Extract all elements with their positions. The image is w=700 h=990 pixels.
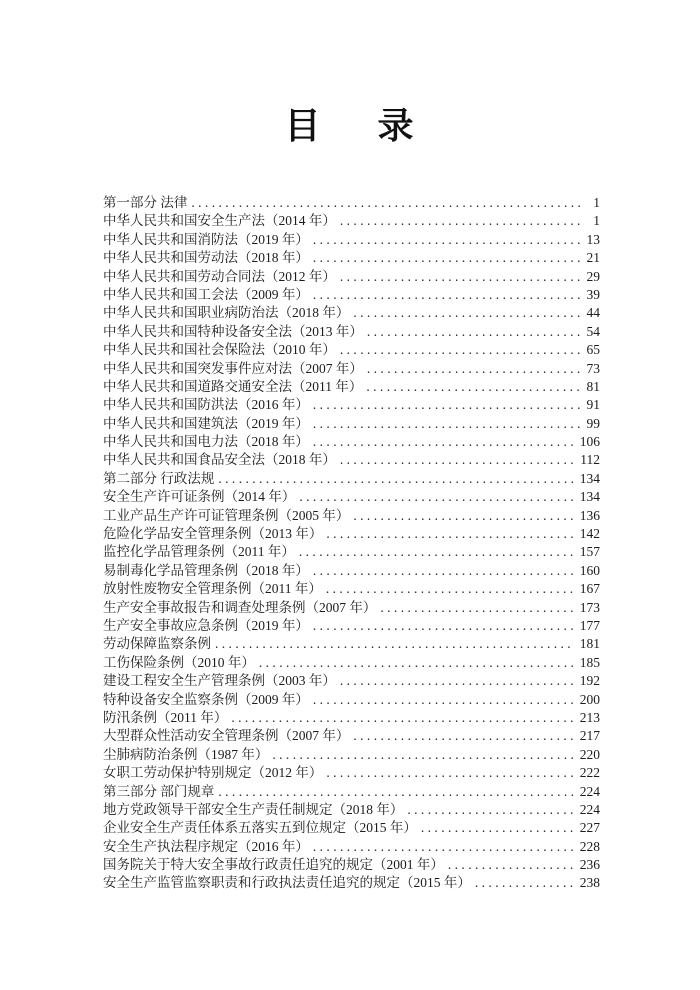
dot-leader [353,304,580,322]
toc-entry [103,304,600,322]
toc-entry-label: 劳动保障监察条例 [103,636,211,652]
toc-entry-page: 185 [579,654,600,670]
toc-entry-label: 安全生产执法程序规定（2016 年） [103,838,309,854]
toc-entry-page: 112 [580,452,600,468]
toc-entry [103,838,600,856]
toc-entry-page: 192 [579,673,600,689]
toc-entry [103,727,600,745]
toc-entry [103,451,600,469]
toc-entry [103,709,600,727]
dot-leader [475,874,574,892]
toc-entry-page: 134 [579,470,600,486]
toc-entry-page: 238 [579,875,600,891]
dot-leader [421,819,574,837]
toc-entry [103,323,600,341]
toc-entry-label: 大型群众性活动安全管理条例（2007 年） [103,728,350,744]
toc-entry [103,691,600,709]
toc-entry-page: 222 [579,765,600,781]
toc-entry [103,249,600,267]
toc-entry-page: 91 [586,397,600,413]
toc-entry-label: 安全生产监管监察职责和行政执法责任追究的规定（2015 年） [103,875,471,891]
toc-entry-page: 1 [593,213,600,229]
toc-entry-label: 中华人民共和国职业病防治法（2018 年） [103,305,350,321]
toc-entry-label: 工业产品生产许可证管理条例（2005 年） [103,507,350,523]
toc-entry-page: 44 [586,305,600,321]
toc-entry-label: 中华人民共和国劳动合同法（2012 年） [103,268,336,284]
toc-entry [103,507,600,525]
toc-entry [103,286,600,304]
toc-entry-page: 220 [579,746,600,762]
dot-leader [313,838,574,856]
dot-leader [299,543,574,561]
dot-leader [448,856,574,874]
dot-leader [313,562,574,580]
toc-entry-label: 女职工劳动保护特别规定（2012 年） [103,765,323,781]
toc-entry [103,396,600,414]
dot-leader [407,801,573,819]
toc-entry-page: 29 [586,268,600,284]
toc-entry-label: 地方党政领导干部安全生产责任制规定（2018 年） [103,801,404,817]
toc-entry-label: 中华人民共和国安全生产法（2014 年） [103,213,336,229]
dot-leader [326,580,574,598]
toc-entry-page: 134 [579,489,600,505]
toc-entry-label: 第二部分 行政法规 [103,470,215,486]
toc-entry [103,562,600,580]
toc-entry [103,801,600,819]
toc-entry [103,783,600,801]
toc-entry-page: 167 [579,581,600,597]
toc-entry-page: 106 [579,434,600,450]
dot-leader [340,268,580,286]
toc-entry [103,525,600,543]
toc-entry-page: 73 [586,360,600,376]
dot-leader [313,286,580,304]
dot-leader [313,433,574,451]
dot-leader [353,727,573,745]
toc-entry-label: 防汛条例（2011 年） [103,709,228,725]
toc-entry [103,672,600,690]
toc-entry-label: 工伤保险条例（2010 年） [103,654,255,670]
toc-entry-label: 中华人民共和国电力法（2018 年） [103,434,309,450]
toc-entry [103,415,600,433]
toc-entry [103,746,600,764]
toc-entry-page: 54 [586,323,600,339]
dot-leader [340,451,574,469]
dot-leader [353,507,573,525]
dot-leader [367,360,580,378]
toc-entry [103,488,600,506]
toc-entry-label: 建设工程安全生产管理条例（2003 年） [103,673,336,689]
toc-entry-label: 监控化学品管理条例（2011 年） [103,544,295,560]
toc-entry-label: 中华人民共和国道路交通安全法（2011 年） [103,378,363,394]
toc-entry-page: 81 [586,378,600,394]
dot-leader [380,599,573,617]
toc-entry [103,580,600,598]
toc-entry-label: 特种设备安全监察条例（2009 年） [103,691,309,707]
toc-entry [103,268,600,286]
toc-entry-page: 177 [579,617,600,633]
toc-entry-label: 第一部分 法律 [103,195,188,210]
toc-entry-label: 中华人民共和国建筑法（2019 年） [103,415,309,431]
toc-entry [103,874,600,892]
toc-entry [103,194,600,212]
toc-entry-page: 213 [579,709,600,725]
toc-entry [103,617,600,635]
toc-entry-label: 中华人民共和国防洪法（2016 年） [103,397,309,413]
toc-entry-page: 136 [579,507,600,523]
toc-entry-label: 生产安全事故应急条例（2019 年） [103,617,309,633]
toc-entry-label: 尘肺病防治条例（1987 年） [103,746,269,762]
dot-leader [367,323,580,341]
dot-leader [259,654,574,672]
toc-entry-page: 224 [579,783,600,799]
toc-entry-page: 157 [579,544,600,560]
toc-entry-label: 中华人民共和国消防法（2019 年） [103,231,309,247]
page-title: 目 录 [284,106,416,146]
toc-entry-label: 中华人民共和国特种设备安全法（2013 年） [103,323,363,339]
toc-entry-page: 173 [579,599,600,615]
toc-entry-label: 安全生产许可证条例（2014 年） [103,489,296,505]
toc-entry-page: 181 [579,636,600,652]
toc-entry [103,212,600,230]
toc-entry [103,764,600,782]
dot-leader [191,194,580,212]
toc-entry-label: 危险化学品安全管理条例（2013 年） [103,526,323,542]
dot-leader [366,378,580,396]
toc-entry-label: 国务院关于特大安全事故行政责任追究的规定（2001 年） [103,857,444,873]
toc-entry-page: 39 [586,286,600,302]
toc-entry-page: 1 [593,195,600,210]
dot-leader [215,635,574,653]
dot-leader [340,212,580,230]
dot-leader [218,470,573,488]
toc-entry-label: 企业安全生产责任体系五落实五到位规定（2015 年） [103,820,417,836]
toc-entry [103,654,600,672]
toc-entry-page: 13 [586,231,600,247]
toc-entry-label: 第三部分 部门规章 [103,783,215,799]
dot-leader [326,764,573,782]
toc-entry-page: 142 [579,526,600,542]
toc-list [103,194,600,893]
dot-leader [340,341,580,359]
dot-leader [340,672,574,690]
dot-leader [326,525,573,543]
toc-entry-page: 200 [579,691,600,707]
toc-entry [103,378,600,396]
dot-leader [313,415,580,433]
toc-entry-page: 227 [579,820,600,836]
toc-entry-page: 99 [586,415,600,431]
toc-entry [103,856,600,874]
toc-entry-page: 21 [586,250,600,266]
dot-leader [231,709,573,727]
toc-entry-label: 中华人民共和国食品安全法（2018 年） [103,452,336,468]
toc-entry-label: 易制毒化学品管理条例（2018 年） [103,562,309,578]
toc-entry-label: 中华人民共和国突发事件应对法（2007 年） [103,360,363,376]
dot-leader [313,249,580,267]
toc-entry [103,635,600,653]
toc-entry-label: 中华人民共和国工会法（2009 年） [103,286,309,302]
toc-entry-page: 236 [579,857,600,873]
dot-leader [272,746,573,764]
toc-entry [103,341,600,359]
dot-leader [218,783,573,801]
toc-entry [103,433,600,451]
toc-entry-page: 160 [579,562,600,578]
toc-entry-label: 中华人民共和国社会保险法（2010 年） [103,342,336,358]
toc-entry-page: 217 [579,728,600,744]
toc-entry [103,543,600,561]
toc-entry [103,819,600,837]
toc-entry-label: 生产安全事故报告和调查处理条例（2007 年） [103,599,377,615]
toc-entry [103,360,600,378]
toc-entry-page: 228 [579,838,600,854]
dot-leader [299,488,573,506]
dot-leader [313,396,580,414]
dot-leader [313,617,574,635]
toc-entry [103,470,600,488]
dot-leader [313,691,574,709]
toc-entry-label: 中华人民共和国劳动法（2018 年） [103,250,309,266]
toc-entry [103,231,600,249]
toc-entry-page: 224 [579,801,600,817]
dot-leader [313,231,580,249]
toc-entry-label: 放射性废物安全管理条例（2011 年） [103,581,322,597]
toc-entry-page: 65 [586,342,600,358]
toc-entry [103,599,600,617]
